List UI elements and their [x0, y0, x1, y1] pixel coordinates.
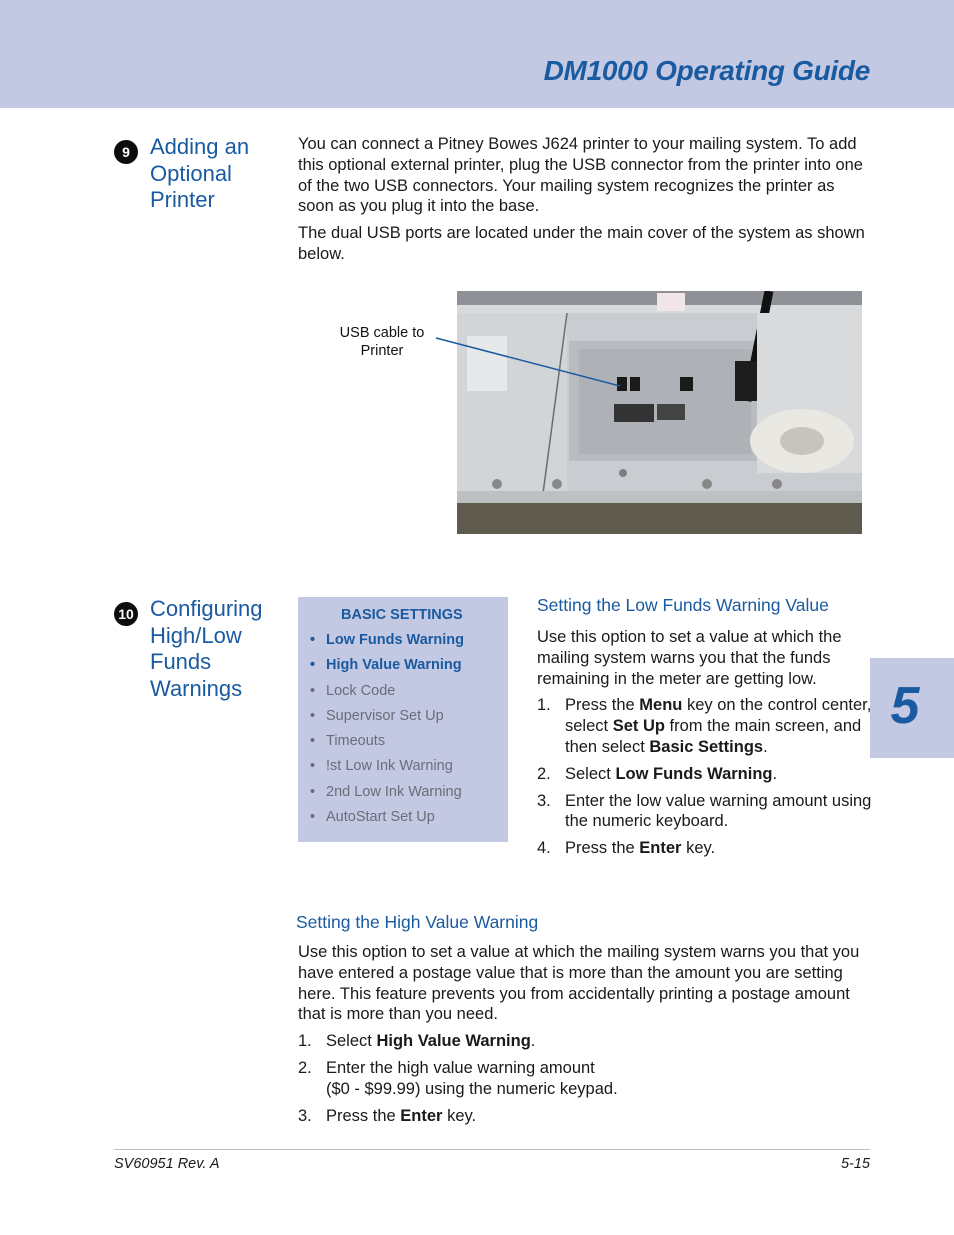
- menu-title: BASIC SETTINGS: [341, 607, 463, 623]
- menu-item-low-funds-warning: • Low Funds Warning: [310, 632, 464, 648]
- callout-leader-line: [434, 336, 634, 396]
- section-title-funds-warnings: Configuring High/Low Funds Warnings: [150, 596, 263, 701]
- menu-list: [310, 631, 464, 833]
- footer-page-number: 5-15: [840, 1156, 870, 1172]
- menu-item-timeouts: • Timeouts: [310, 733, 386, 750]
- menu-item-2nd-low-ink-warning: • 2nd Low Ink Warning: [310, 783, 462, 800]
- usb-ports-photo: [457, 291, 862, 534]
- paragraph: The dual USB ports are located under the main cover of the system as shown below.: [298, 224, 865, 263]
- footer-doc-number: SV60951 Rev. A: [114, 1156, 220, 1172]
- basic-settings-menu-panel: [298, 597, 508, 842]
- page-header: [0, 0, 954, 108]
- section-title-adding-printer: Adding an Optional Printer: [150, 134, 250, 212]
- step-item: 2. Enter the high value warning amount ($0 - $99.99) using the numeric keypad.: [298, 1058, 618, 1098]
- step-item: 3. Press the Enter key.: [298, 1106, 477, 1125]
- step-item: 2. Select Low Funds Warning.: [537, 764, 778, 783]
- step-item: 1. Select High Value Warning.: [298, 1032, 536, 1051]
- step-item: 1. Press the Menu key on the control center, select Set Up from the main screen, and then select Basic Settings.: [537, 696, 872, 756]
- steps-list: [537, 695, 873, 859]
- menu-item-supervisor-set-up: • Supervisor Set Up: [310, 707, 444, 724]
- menu-item-autostart-set-up: • AutoStart Set Up: [310, 809, 435, 826]
- paragraph: Use this option to set a value at which the mailing system warns you that you have entered a postage value that is more than the amount you are setting here. This feature prevents you from accidentally printing a postage amount that is more than you need.: [298, 943, 860, 1024]
- guide-title: DM1000 Operating Guide: [543, 55, 870, 86]
- section9-body: [298, 134, 870, 271]
- step-number-badge: 9: [114, 140, 138, 164]
- low-funds-body: [537, 627, 873, 865]
- menu-item-lock-code: • Lock Code: [310, 682, 396, 699]
- photo-callout: USB cable to Printer: [339, 325, 425, 359]
- high-value-body: [298, 942, 876, 1132]
- step-number-badge: 10: [114, 602, 138, 626]
- steps-list: [298, 1031, 876, 1126]
- menu-item-high-value-warning: • High Value Warning: [310, 657, 462, 674]
- footer-divider: [114, 1149, 870, 1150]
- subheading-low-funds: Setting the Low Funds Warning Value: [537, 595, 829, 615]
- chapter-tab: [870, 658, 954, 758]
- step-item: 3. Enter the low value warning amount using the numeric keyboard.: [537, 791, 872, 831]
- step-item: 4. Press the Enter key.: [537, 839, 716, 858]
- chapter-number: 5: [890, 677, 920, 735]
- subheading-high-value: Setting the High Value Warning: [296, 912, 539, 932]
- paragraph: Use this option to set a value at which the mailing system warns you that the funds remaining in the meter are getting low.: [537, 628, 842, 688]
- menu-item-1st-low-ink-warning: • !st Low Ink Warning: [310, 758, 453, 775]
- paragraph: You can connect a Pitney Bowes J624 printer to your mailing system. To add this optional external printer, plug the USB connector from the printer into one of the two USB connectors. Your mailing system recognizes the printer as soon as you plug it into the base.: [298, 135, 863, 216]
